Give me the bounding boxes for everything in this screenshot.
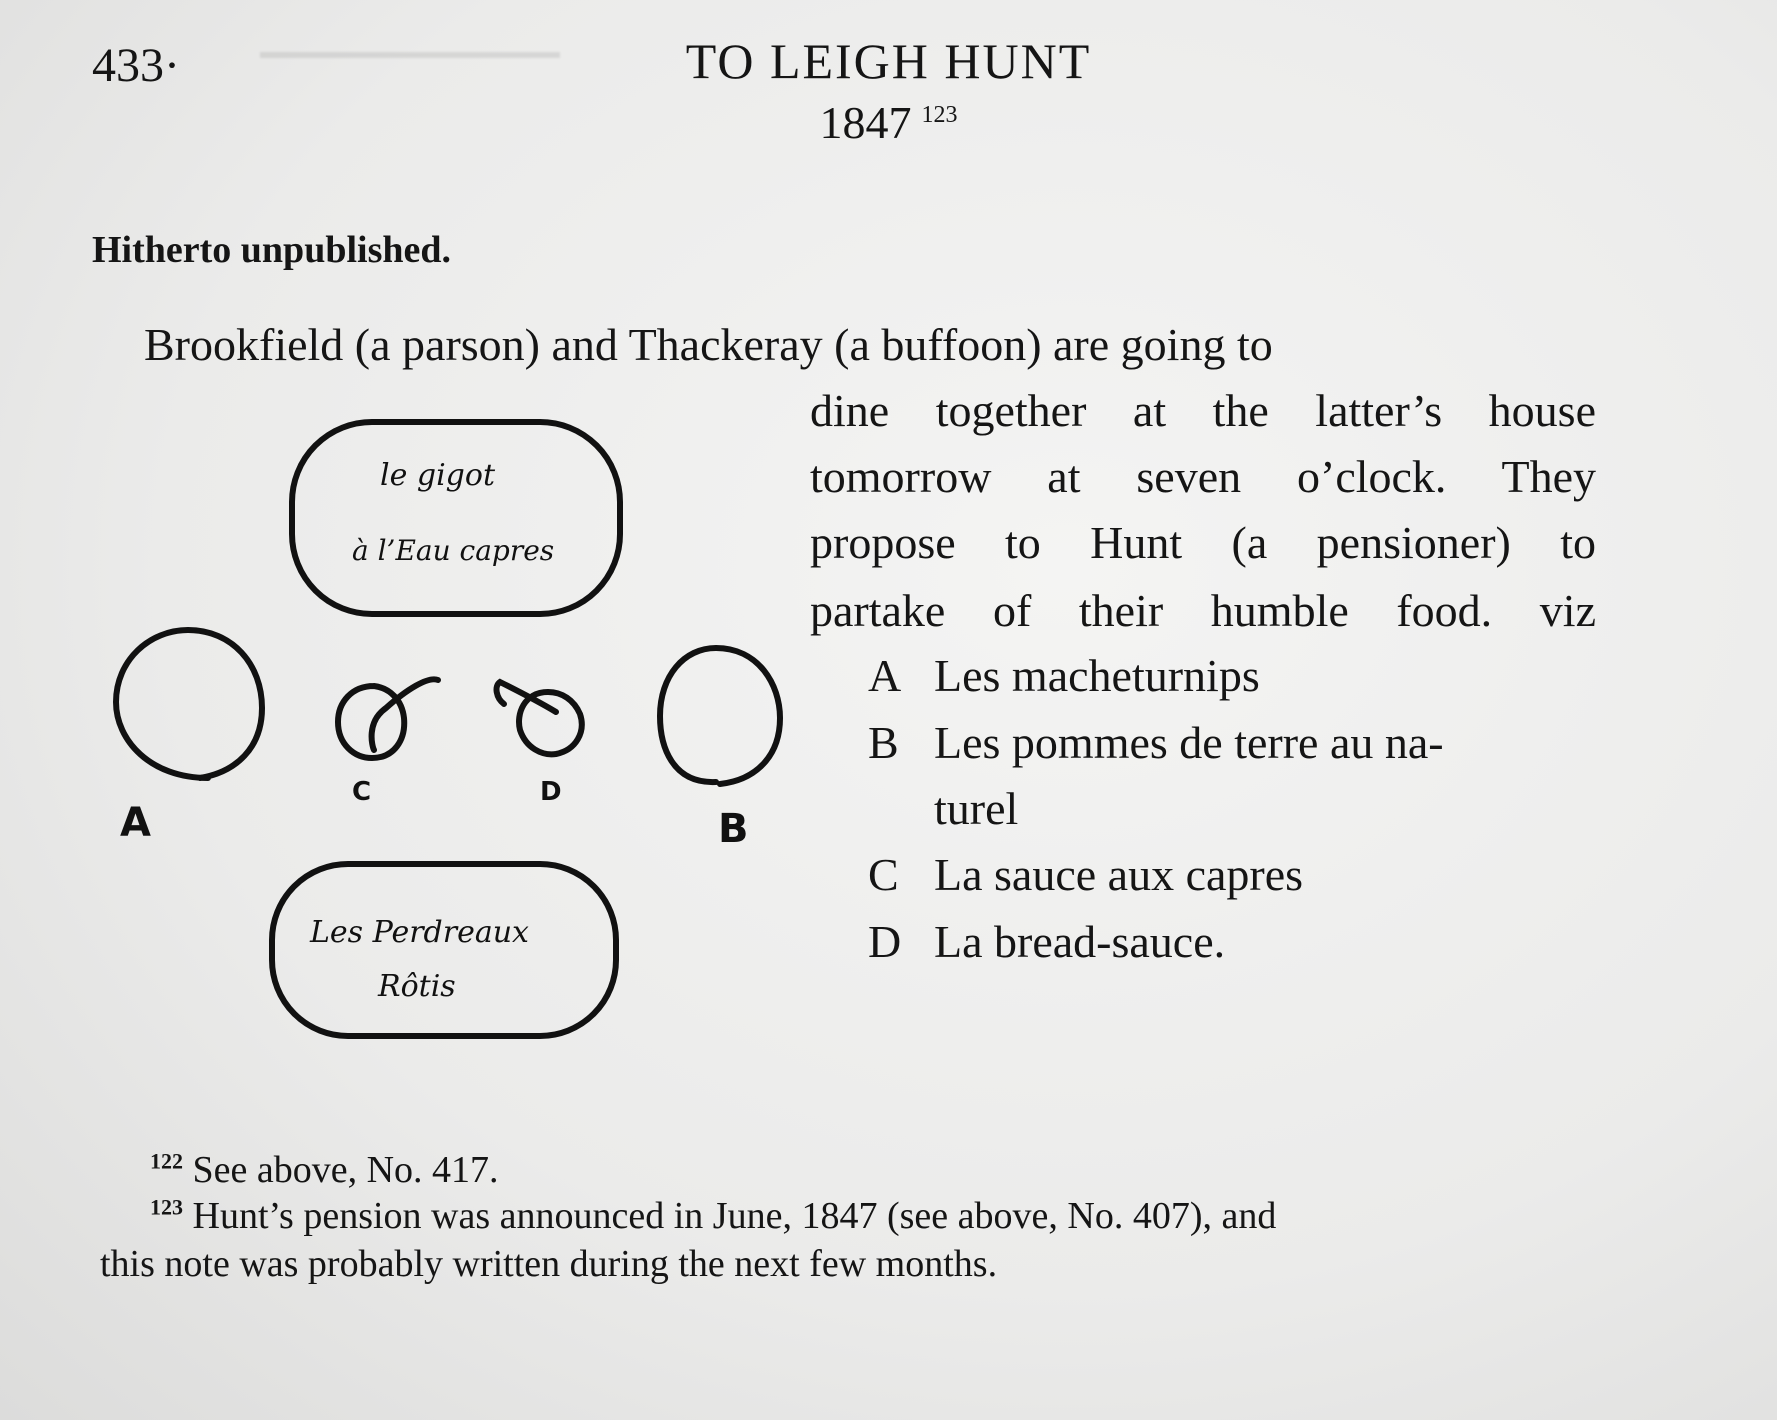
footnote-ref: 122 xyxy=(150,1148,183,1174)
label-c: C xyxy=(352,777,372,807)
menu-letter: A xyxy=(868,650,902,701)
bottom-dish-label-1: Les Perdreaux xyxy=(310,915,529,950)
footnote-123-continued: this note was probably written during the next few months. xyxy=(100,1243,998,1285)
body-line-4: propose to Hunt (a pensioner) to xyxy=(810,517,1596,568)
footnote-text: See above, No. 417. xyxy=(183,1149,499,1191)
menu-item-b-continued: turel xyxy=(934,783,1019,834)
body-line-5: partake of their humble food. viz xyxy=(810,585,1596,636)
footnote-122 xyxy=(150,1148,499,1192)
menu-letter: C xyxy=(868,849,899,900)
menu-text: La sauce aux capres xyxy=(934,849,1304,900)
year-footnote-ref: 123 xyxy=(921,101,958,128)
letter-title: TO LEIGH HUNT xyxy=(685,33,1092,89)
page-number: 433· xyxy=(92,39,180,92)
label-a: A xyxy=(120,800,151,846)
body-line-1: Brookfield (a parson) and Thackeray (a buffoon) are going to xyxy=(144,319,1273,370)
label-d: D xyxy=(540,777,562,807)
bottom-dish-label-2: Rôtis xyxy=(378,969,456,1004)
menu-text: La bread-sauce. xyxy=(934,916,1226,967)
top-dish-label-1: le gigot xyxy=(380,458,496,493)
menu-letter: B xyxy=(868,717,899,768)
dish-d-sauce-boat xyxy=(497,682,582,754)
dish-a-circle xyxy=(116,630,262,778)
menu-text: Les pommes de terre au na- xyxy=(934,717,1444,768)
top-dish-label-2: à l’Eau capres xyxy=(352,534,555,567)
menu-letter: D xyxy=(868,916,902,967)
footnote-123 xyxy=(150,1194,1276,1238)
label-b: B xyxy=(718,806,749,852)
dish-c-sauce-boat xyxy=(338,679,438,758)
year-text: 1847 xyxy=(819,97,912,148)
dish-b-circle xyxy=(660,648,780,784)
top-dish-outline xyxy=(292,422,620,614)
footnote-ref: 123 xyxy=(150,1194,183,1220)
menu-text: Les macheturnips xyxy=(934,650,1260,701)
footnote-text: Hunt’s pension was announced in June, 1847 (see above, No. 407), and xyxy=(183,1195,1277,1237)
body-line-2: dine together at the latter’s house xyxy=(810,385,1596,436)
bottom-dish-outline xyxy=(272,864,616,1036)
publication-note: Hitherto unpublished. xyxy=(92,229,451,271)
body-line-3: tomorrow at seven o’clock. They xyxy=(810,451,1596,502)
